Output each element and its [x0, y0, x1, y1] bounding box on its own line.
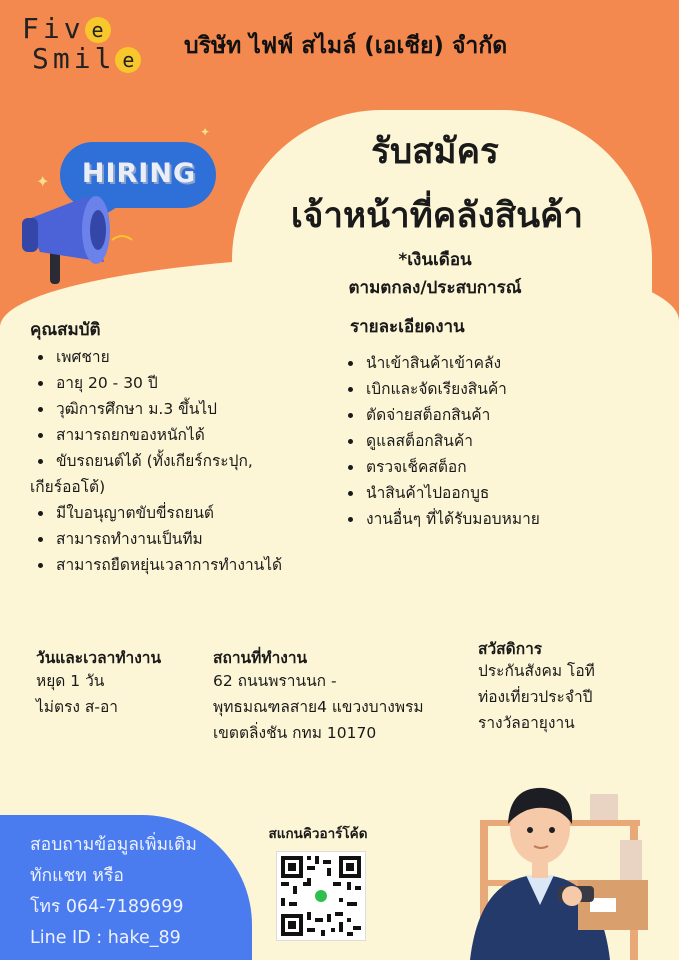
qr-code[interactable]	[276, 851, 366, 941]
logo	[22, 14, 141, 74]
logo-text-line2: Smil	[32, 42, 116, 75]
workplace-heading: สถานที่ทำงาน	[213, 649, 308, 667]
list-item: นำเข้าสินค้าเข้าคลัง	[340, 350, 660, 376]
qualifications-list	[30, 344, 320, 578]
work-time-line: หยุด 1 วัน	[36, 672, 105, 690]
list-item: สามารถยืดหยุ่นเวลาการทำงานได้	[30, 552, 320, 578]
benefits-line: ท่องเที่ยวประจำปี	[478, 688, 593, 706]
job-details-list	[340, 350, 660, 532]
list-item: วุฒิการศึกษา ม.3 ขึ้นไป	[30, 396, 320, 422]
list-item: เบิกและจัดเรียงสินค้า	[340, 376, 660, 402]
worker-illustration	[440, 780, 679, 960]
work-time-line: ไม่ตรง ส-อา	[36, 698, 118, 716]
list-item: นำสินค้าไปออกบูธ	[340, 480, 660, 506]
company-name: บริษัท ไฟฟ์ สไมล์ (เอเชีย) จำกัด	[184, 33, 508, 59]
contact-line: ทักแชท หรือ	[30, 866, 124, 886]
qr-label: สแกนคิวอาร์โค้ด	[268, 826, 368, 842]
list-item: งานอื่นๆ ที่ได้รับมอบหมาย	[340, 506, 660, 532]
benefits-line: ประกันสังคม โอที	[478, 662, 595, 680]
logo-text-line1: Fiv	[22, 12, 85, 45]
list-item: ตรวจเช็คสต็อก	[340, 454, 660, 480]
benefits-heading: สวัสดิการ	[478, 640, 543, 658]
title-line2: เจ้าหน้าที่คลังสินค้า	[290, 196, 584, 236]
title-line1: รับสมัคร	[371, 132, 499, 172]
sparkle-icon: ✦	[36, 172, 50, 191]
qualifications-heading: คุณสมบัติ	[30, 320, 101, 340]
list-item-continuation: เกียร์ออโต้)	[30, 478, 106, 496]
contact-text	[30, 830, 197, 954]
contact-line-id[interactable]: Line ID : hake_89	[30, 928, 181, 948]
list-item: อายุ 20 - 30 ปี	[30, 370, 320, 396]
work-time-text	[36, 668, 118, 720]
list-item: ขับรถยนต์ได้ (ทั้งเกียร์กระปุก,	[30, 448, 320, 474]
salary-line2: ตามตกลง/ประสบการณ์	[348, 278, 522, 298]
list-item: มีใบอนุญาตขับขี่รถยนต์	[30, 500, 320, 526]
list-item: สามารถยกของหนักได้	[30, 422, 320, 448]
line-icon	[315, 890, 327, 902]
contact-phone[interactable]: โทร 064-7189699	[30, 897, 184, 917]
workplace-line: 62 ถนนพรานนก -	[213, 672, 337, 690]
list-item: สามารถทำงานเป็นทีม	[30, 526, 320, 552]
workplace-line: พุทธมณฑลสาย4 แขวงบางพรม	[213, 698, 424, 716]
hiring-badge-text: HIRING	[81, 158, 197, 189]
workplace-text	[213, 668, 424, 746]
sparkle-icon: ✦	[200, 125, 211, 139]
salary-line1: *เงินเดือน	[398, 250, 472, 270]
job-details-heading: รายละเอียดงาน	[350, 317, 465, 337]
megaphone-icon	[20, 190, 140, 300]
benefits-line: รางวัลอายุงาน	[478, 714, 575, 732]
list-item: เพศชาย	[30, 344, 320, 370]
workplace-line: เขตตลิ่งชัน กทม 10170	[213, 724, 377, 742]
contact-line: สอบถามข้อมูลเพิ่มเติม	[30, 835, 197, 855]
list-item: ตัดจ่ายสต็อกสินค้า	[340, 402, 660, 428]
logo-circle-1: e	[85, 17, 111, 43]
work-time-heading: วันและเวลาทำงาน	[36, 649, 162, 667]
benefits-text	[478, 658, 595, 736]
list-item: ดูแลสต็อกสินค้า	[340, 428, 660, 454]
logo-circle-2: e	[115, 47, 141, 73]
